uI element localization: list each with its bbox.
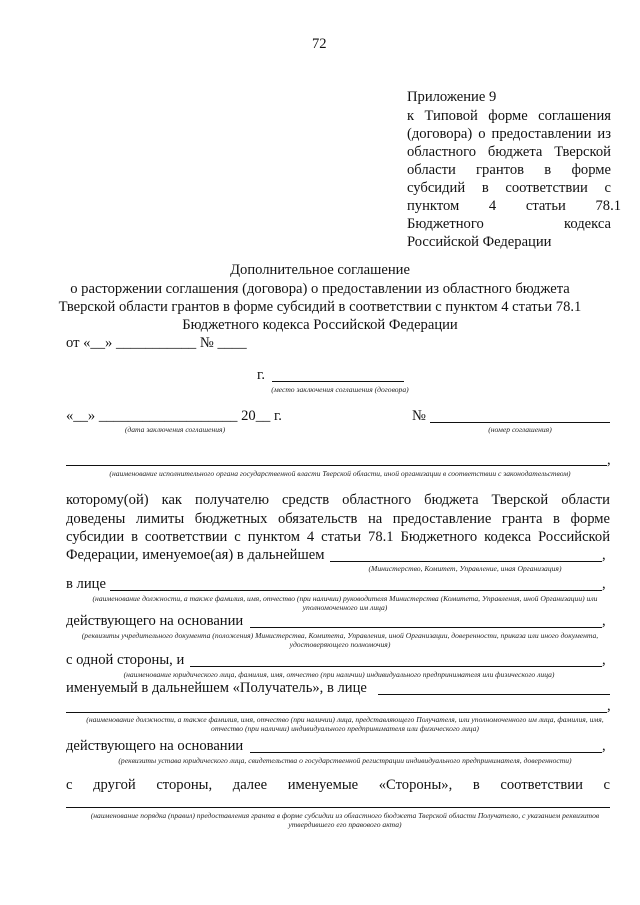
paragraph-line-2: доведены лимиты бюджетных обязательств на предоставление гранта в форме — [66, 511, 610, 527]
date-caption: (дата заключения соглашения) — [124, 425, 226, 434]
number-caption: (номер соглашения) — [488, 425, 552, 434]
from-date-line: от «__» ___________ № ____ — [66, 335, 247, 351]
agreement-subtitle-2: Тверской области грантов в форме субсидий в соответствии с пунктом 4 статьи 78.1 — [58, 299, 582, 315]
comma: , — [602, 547, 606, 563]
recipient-name-field[interactable] — [190, 666, 602, 667]
comma: , — [607, 452, 611, 468]
comma: , — [602, 576, 606, 592]
recipient-rep-field-1[interactable] — [378, 694, 610, 695]
paragraph-line-3: субсидии в соответствии с пунктом 4 статьи 78.1 Бюджетного кодекса Российской — [66, 529, 610, 545]
short-name-field[interactable] — [330, 561, 602, 562]
appendix-line-7: Бюджетного кодекса — [407, 216, 611, 232]
appendix-line-6: пунктом 4 статьи 78.1 — [407, 198, 622, 214]
acting-basis-label-2: действующего на основании — [66, 738, 244, 754]
comma: , — [602, 652, 606, 668]
head-name-caption: (наименование должности, а также фамилия, имя, отчество (при наличии) руководителя Министерства (Комитета, Управления, иной Организации) или уполномоченного им лица) — [92, 594, 598, 612]
acting-basis-label: действующего на основании — [66, 613, 244, 629]
basis-document-caption-2: (реквизиты устава юридического лица, свидетельства о государственной регистрации индивидуального предпринимателя, доверенности) — [118, 756, 572, 765]
basis-document-field[interactable] — [250, 627, 602, 628]
comma: , — [602, 738, 606, 754]
city-field[interactable] — [272, 381, 404, 382]
agreement-date[interactable]: «__» ___________________ 20__ г. — [66, 408, 282, 424]
agreement-number-field[interactable] — [430, 422, 610, 423]
city-prefix: г. — [257, 367, 265, 383]
order-name-field[interactable] — [66, 807, 610, 808]
in-person-label: в лице — [66, 576, 106, 592]
number-prefix: № — [412, 408, 426, 424]
appendix-line-1: к Типовой форме соглашения — [407, 108, 611, 124]
agreement-subtitle-3: Бюджетного кодекса Российской Федерации — [182, 317, 458, 333]
agreement-title: Дополнительное соглашение — [230, 262, 410, 278]
other-side-line: с другой стороны, далее именуемые «Стороны», в соответствии с — [66, 777, 610, 793]
one-side-label: с одной стороны, и — [66, 652, 185, 668]
paragraph-line-1: которому(ой) как получателю средств областного бюджета Тверской области — [66, 492, 610, 508]
agreement-subtitle-1: о расторжении соглашения (договора) о предоставлении из областного бюджета — [70, 281, 570, 297]
appendix-line-8: Российской Федерации — [407, 234, 552, 250]
appendix-title: Приложение 9 — [407, 89, 497, 105]
place-caption: (место заключения соглашения (договора) — [271, 385, 409, 394]
authority-field[interactable] — [66, 465, 607, 466]
appendix-line-5: субсидий в соответствии с — [407, 180, 611, 196]
basis-document-field-2[interactable] — [250, 752, 602, 753]
authority-caption: (наименование исполнительного органа государственной власти Тверской области, иной организации в соответствии с законодательством) — [109, 469, 571, 478]
basis-document-caption: (реквизиты учредительного документа (положения) Министерства, Комитета, Управления, иной Организации, доверенности, приказа или иного документа, удостоверяющего полномочия) — [81, 631, 599, 649]
comma: , — [607, 698, 611, 714]
recipient-rep-field-2[interactable] — [66, 712, 607, 713]
comma: , — [602, 613, 606, 629]
appendix-line-2: (договора) о предоставлении из — [407, 126, 611, 142]
order-name-caption: (наименование порядка (правил) предоставления гранта в форме субсидии из областного бюджета Тверской области Получателю, с указанием реквизитов утвердившего его правового акта) — [90, 811, 600, 829]
named-recipient-label: именуемый в дальнейшем «Получатель», в лице — [66, 680, 367, 696]
page-number: 72 — [312, 36, 327, 52]
recipient-name-caption: (наименование юридического лица, фамилия, имя, отчество (при наличии) индивидуального предпринимателя или физического лица) — [123, 670, 555, 679]
appendix-line-3: областного бюджета Тверской — [407, 144, 611, 160]
recipient-rep-caption: (наименование должности, а также фамилия, имя, отчество (при наличии) лица, представляющего Получателя, или уполномоченного им лица, фамилия, имя, отчество (при наличии) индивидуального предпринимателя или физического лица) — [86, 715, 604, 733]
short-name-caption: (Министерство, Комитет, Управление, иная Организация) — [368, 564, 562, 573]
appendix-line-4: области грантов в форме — [407, 162, 611, 178]
head-name-field[interactable] — [110, 590, 602, 591]
paragraph-line-4: Федерации, именуемое(ая) в дальнейшем — [66, 547, 325, 563]
